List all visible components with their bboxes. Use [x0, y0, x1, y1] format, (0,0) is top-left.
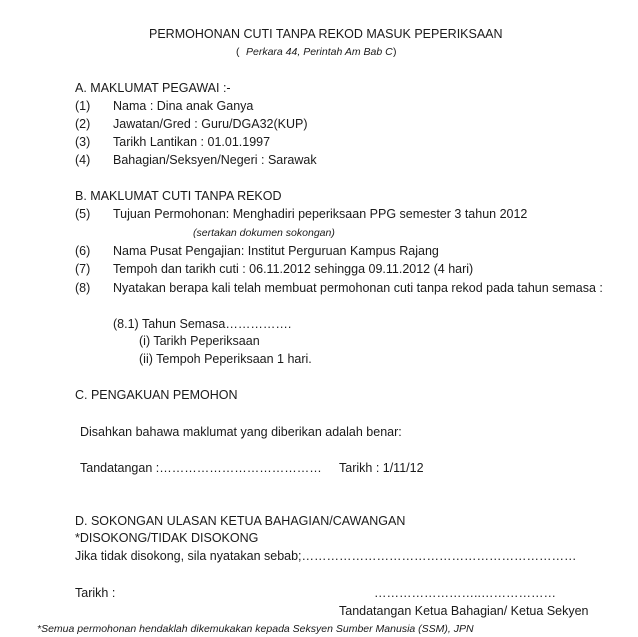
- section-d-heading: D. SOKONGAN ULASAN KETUA BAHAGIAN/CAWANGAN: [75, 514, 406, 528]
- item-number: (1): [75, 99, 91, 113]
- item-number: (5): [75, 207, 91, 221]
- supporting-documents-note: (sertakan dokumen sokongan): [193, 227, 335, 239]
- item-appointment-date: Tarikh Lantikan : 01.01.1997: [113, 135, 271, 149]
- item-leave-period: Tempoh dan tarikh cuti : 06.11.2012 sehingga 09.11.2012 (4 hari): [113, 262, 474, 276]
- rejection-reason-line: Jika tidak disokong, sila nyatakan sebab;…………………………………………………………: [75, 549, 577, 563]
- applicant-date: Tarikh : 1/11/12: [339, 461, 424, 475]
- head-date-label: Tarikh :: [75, 586, 116, 600]
- item-number: (7): [75, 262, 91, 276]
- head-signature-caption: Tandatangan Ketua Bahagian/ Ketua Sekyen: [339, 604, 589, 618]
- item-number: (6): [75, 244, 91, 258]
- reference-text: Perkara 44, Perintah Am Bab C: [246, 46, 393, 58]
- item-department: Bahagian/Seksyen/Negeri : Sarawak: [113, 153, 317, 167]
- footer-note: *Semua permohonan hendaklah dikemukakan kepada Seksyen Sumber Manusia (SSM), JPN: [37, 623, 474, 635]
- reference-open: (: [236, 46, 240, 58]
- item-study-centre: Nama Pusat Pengajian: Institut Perguruan Kampus Rajang: [113, 244, 439, 258]
- exam-duration-line: (ii) Tempoh Peperiksaan 1 hari.: [139, 352, 312, 366]
- applicant-signature-line: Tandatangan :…………………………………: [80, 461, 322, 475]
- item-number: (4): [75, 153, 91, 167]
- item-application-count: Nyatakan berapa kali telah membuat permohonan cuti tanpa rekod pada tahun semasa :: [113, 281, 603, 295]
- item-position-grade: Jawatan/Gred : Guru/DGA32(KUP): [113, 117, 308, 131]
- declaration-text: Disahkan bahawa maklumat yang diberikan adalah benar:: [80, 425, 402, 439]
- document-title: PERMOHONAN CUTI TANPA REKOD MASUK PEPERIKSAAN: [149, 27, 503, 41]
- item-number: (2): [75, 117, 91, 131]
- item-number: (3): [75, 135, 91, 149]
- current-year-line: (8.1) Tahun Semasa…………….: [113, 317, 292, 331]
- head-signature-line: ……………………..………………: [374, 586, 556, 600]
- section-b-heading: B. MAKLUMAT CUTI TANPA REKOD: [75, 189, 282, 203]
- section-c-heading: C. PENGAKUAN PEMOHON: [75, 388, 238, 402]
- item-number: (8): [75, 281, 91, 295]
- section-a-heading: A. MAKLUMAT PEGAWAI :-: [75, 81, 231, 95]
- support-options: *DISOKONG/TIDAK DISOKONG: [75, 531, 259, 545]
- reference-close: ): [393, 46, 397, 58]
- exam-date-line: (i) Tarikh Peperiksaan: [139, 334, 260, 348]
- item-purpose: Tujuan Permohonan: Menghadiri peperiksaan PPG semester 3 tahun 2012: [113, 207, 528, 221]
- item-name: Nama : Dina anak Ganya: [113, 99, 254, 113]
